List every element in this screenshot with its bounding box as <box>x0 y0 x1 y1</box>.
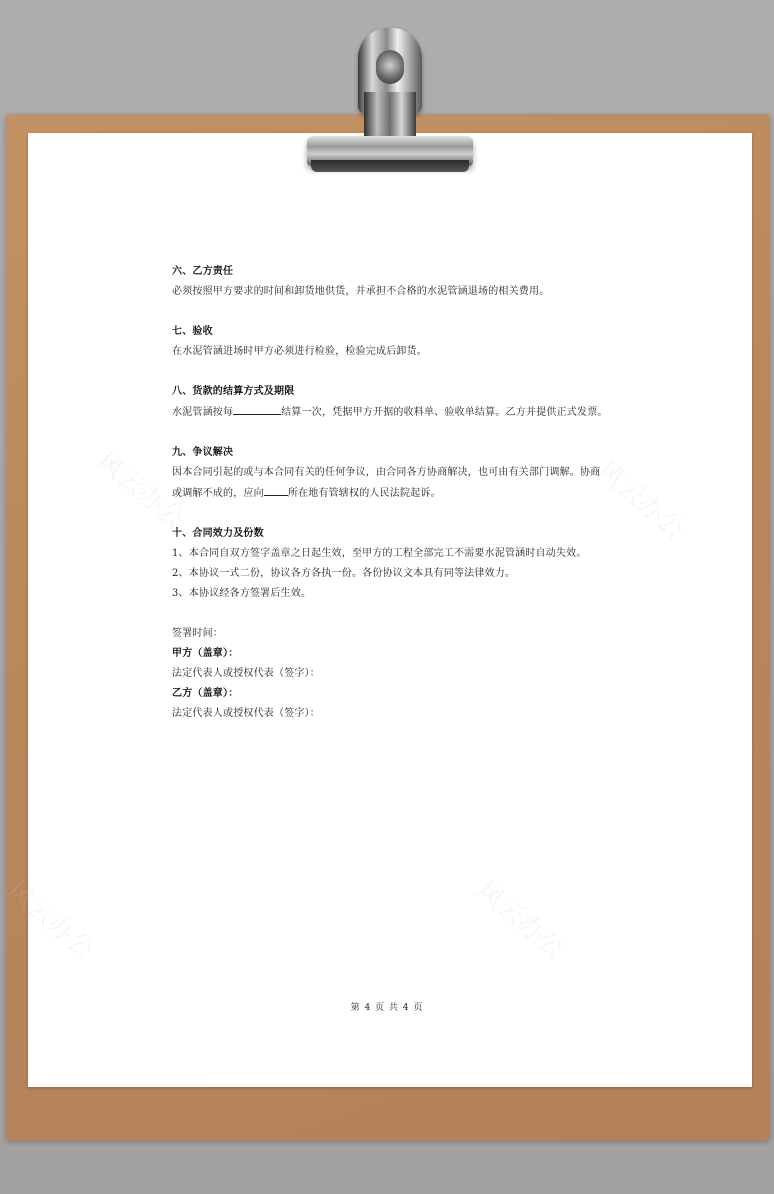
text-before-blank: 或调解不成的，应向 <box>172 488 264 499</box>
text-before-blank: 水泥管涵按每 <box>172 407 234 418</box>
section-text: 2、本协议一式二份，协议各方各执一份。各份协议文本具有同等法律效力。 <box>172 568 516 579</box>
binder-clip-neck <box>364 92 416 138</box>
section-text: 1、本合同自双方签字盖章之日起生效，至甲方的工程全部完工不需要水泥管涵时自动失效。 <box>172 548 587 559</box>
section-text: 因本合同引起的或与本合同有关的任何争议，由合同各方协商解决，也可由有关部门调解。协商 <box>172 467 601 478</box>
watermark: 风云办公 <box>590 455 690 546</box>
watermark: 风云办公 <box>90 445 190 536</box>
watermark: 风云办公 <box>0 875 100 966</box>
section-text: 必须按照甲方要求的时间和卸货地供货，并承担不合格的水泥管涵退场的相关费用。 <box>172 286 550 297</box>
signing-time-label: 签署时间： <box>172 628 223 639</box>
fill-in-blank <box>264 483 288 496</box>
text-after-blank: 所在地有管辖权的人民法院起诉。 <box>287 488 441 499</box>
party-b-representative-label: 法定代表人或授权代表（签字）： <box>172 708 320 719</box>
party-b-seal-label: 乙方（盖章）： <box>172 688 239 699</box>
binder-clip-hole <box>376 50 404 84</box>
section-text-with-blank <box>172 483 612 504</box>
party-a-representative-label: 法定代表人或授权代表（签字）： <box>172 668 320 679</box>
fill-in-blank <box>233 402 281 415</box>
section-heading: 九、争议解决 <box>172 447 234 458</box>
document-body <box>172 262 612 724</box>
party-a-seal-label: 甲方（盖章）： <box>172 648 239 659</box>
section-heading: 七、验收 <box>172 326 213 337</box>
page-number: 第 4 页 共 4 页 <box>350 1003 424 1013</box>
section-text: 在水泥管涵进场时甲方必须进行检验，检验完成后卸货。 <box>172 346 427 357</box>
section-heading: 八、货款的结算方式及期限 <box>172 386 295 397</box>
section-heading: 六、乙方责任 <box>172 266 234 277</box>
section-heading: 十、合同效力及份数 <box>172 528 264 539</box>
watermark: 风云办公 <box>470 875 570 966</box>
binder-clip-lip <box>311 160 469 172</box>
text-after-blank: 结算一次，凭据甲方开据的收料单、验收单结算。乙方并提供正式发票。 <box>281 407 608 418</box>
section-text-with-blank <box>172 402 612 423</box>
section-text: 3、本协议经各方签署后生效。 <box>172 588 312 599</box>
